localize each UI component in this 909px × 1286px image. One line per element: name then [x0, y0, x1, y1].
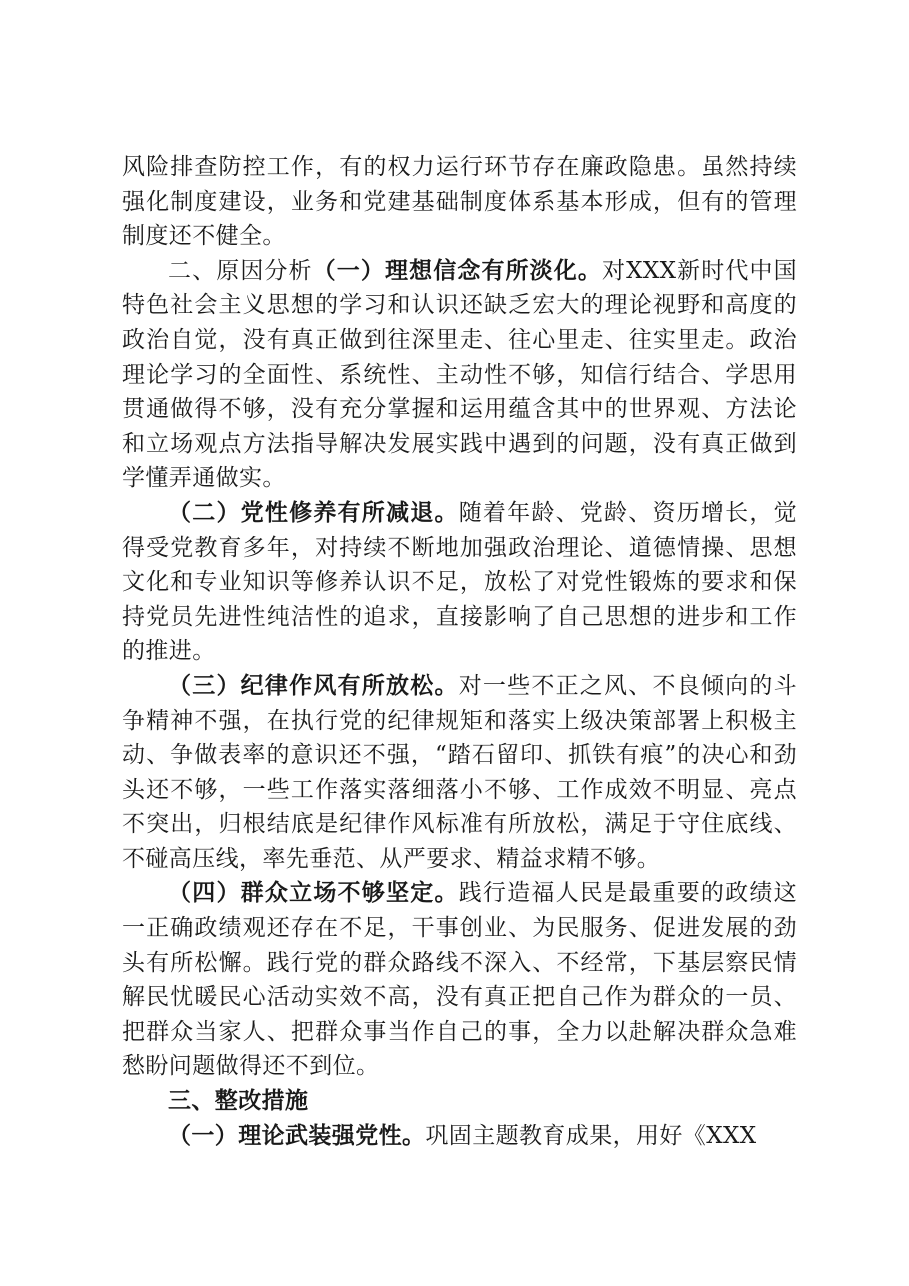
subheading-theory-arming: （一）理论武装强党性。 [168, 1121, 426, 1149]
subheading-ideals-faded: （一）理想信念有所淡化。 [312, 256, 602, 284]
body-party-spirit: 随着年龄、党龄、资历增长，觉得受党教育多年，对持续不断地加强政治理论、道德情操、思想文化和专业知识等修养认识不足，放松了对党性锻炼的要求和保持党员先进性纯洁性的追求，直接影响了自己思想的进步和工作的推进。 [122, 499, 797, 665]
subheading-discipline: （三）纪律作风有所放松。 [168, 671, 459, 699]
body-theory-arming: 巩固主题教育成果，用好《XXX [425, 1122, 757, 1149]
document-page [122, 150, 797, 1153]
paragraph-cause-analysis-4 [122, 876, 797, 1084]
paragraph-cause-analysis-1 [122, 254, 797, 496]
body-mass-stance: 践行造福人民是最重要的政绩这一正确政绩观还存在不足，干事创业、为民服务、促进发展的劲头有所松懈。践行党的群众路线不深入、不经常，下基层察民情解民忧暖民心活动实效不高，没有真正把自己作为群众的一员、把群众当家人、把群众事当作自己的事，全力以赴解决群众急难愁盼问题做得还不到位。 [122, 880, 797, 1080]
body-discipline: 对一些不正之风、不良倾向的斗争精神不强，在执行党的纪律规矩和落实上级决策部署上积极主动、争做表率的意识还不强，“踏石留印、抓铁有痕”的决心和劲头还不够，一些工作落实落细落小不够、工作成效不明显、亮点不突出，归根结底是纪律作风标准有所放松，满足于守住底线、不碰高压线，率先垂范、从严要求、精益求精不够。 [122, 672, 797, 872]
subheading-party-spirit: （二）党性修养有所减退。 [168, 498, 459, 526]
section-heading-rectification: 三、整改措施 [168, 1088, 309, 1115]
paragraph-cause-analysis-3 [122, 669, 797, 877]
subheading-mass-stance: （四）群众立场不够坚定。 [168, 879, 459, 907]
body-ideals-faded: 对XXX新时代中国特色社会主义思想的学习和认识还缺乏宏大的理论视野和高度的政治自觉，没有真正做到往深里走、往心里走、往实里走。政治理论学习的全面性、系统性、主动性不够，知信行结合、学思用贯通做得不够，没有充分掌握和运用蕴含其中的世界观、方法论和立场观点方法指导解决发展实践中遇到的问题，没有真正做到学懂弄通做实。 [122, 257, 797, 492]
paragraph-risk-control: 风险排查防控工作，有的权力运行环节存在廉政隐患。虽然持续强化制度建设，业务和党建基础制度体系基本形成，但有的管理制度还不健全。 [122, 154, 797, 250]
paragraph-rectification-1 [122, 1119, 797, 1154]
section-heading-cause-analysis: 二、原因分析 [168, 257, 313, 284]
paragraph-cause-analysis-2 [122, 496, 797, 669]
